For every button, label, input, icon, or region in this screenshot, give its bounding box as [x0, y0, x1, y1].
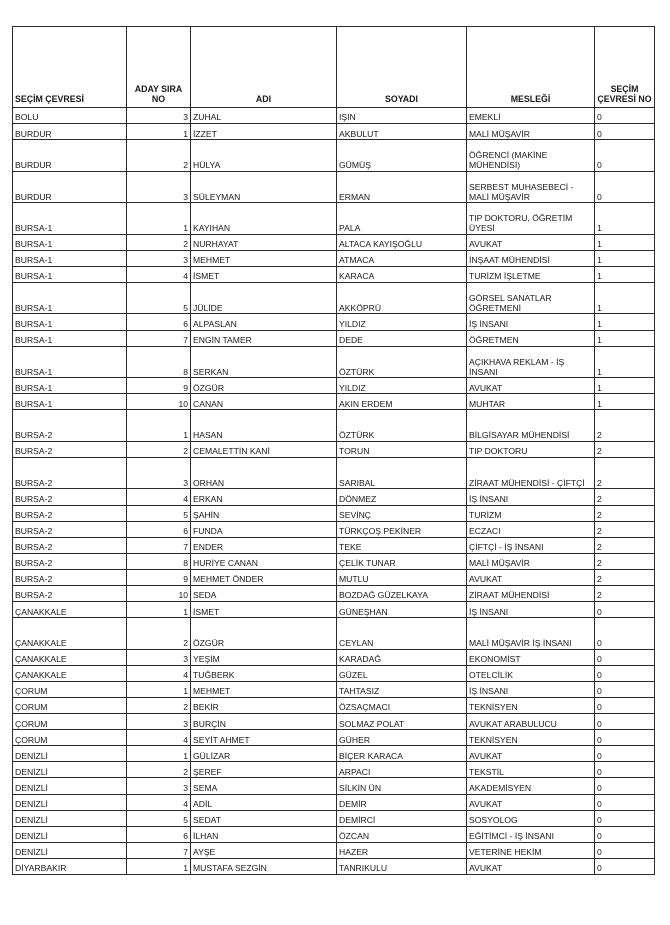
cell-meslegi: AVUKAT [467, 234, 595, 250]
table-row [13, 457, 655, 489]
cell-adi: SEMA [191, 778, 337, 794]
cell-adi: SEYİT AHMET [191, 730, 337, 746]
cell-cevre-no: 1 [595, 250, 655, 266]
cell-secim-cevresi: BURSA-2 [13, 410, 127, 442]
cell-secim-cevresi: DİYARBAKIR [13, 858, 127, 874]
cell-soyadi: DEDE [337, 330, 467, 346]
header-secim-cevresi-no: SEÇİM ÇEVRESİ NO [595, 27, 655, 108]
cell-secim-cevresi: ÇORUM [13, 697, 127, 713]
cell-meslegi: ZİRAAT MÜHENDİSİ - ÇİFTÇİ [467, 457, 595, 489]
cell-meslegi: AÇIKHAVA REKLAM - İŞ İNSANI [467, 346, 595, 378]
cell-secim-cevresi: DENİZLİ [13, 810, 127, 826]
cell-cevre-no: 1 [595, 234, 655, 250]
cell-soyadi: ATMACA [337, 250, 467, 266]
cell-adi: SÜLEYMAN [191, 171, 337, 203]
cell-cevre-no: 1 [595, 203, 655, 235]
cell-sira-no: 4 [127, 266, 191, 282]
cell-soyadi: KARADAĞ [337, 649, 467, 665]
cell-sira-no: 3 [127, 171, 191, 203]
table-row [13, 346, 655, 378]
cell-soyadi: YILDIZ [337, 378, 467, 394]
cell-cevre-no: 2 [595, 505, 655, 521]
cell-soyadi: AKIN ERDEM [337, 394, 467, 410]
cell-soyadi: MUTLU [337, 569, 467, 585]
cell-soyadi: ÖZSAÇMACI [337, 697, 467, 713]
cell-soyadi: GÜMÜŞ [337, 140, 467, 172]
cell-soyadi: AKKÖPRÜ [337, 282, 467, 314]
cell-meslegi: İNŞAAT MÜHENDİSİ [467, 250, 595, 266]
cell-soyadi: IŞIN [337, 108, 467, 124]
header-row [13, 27, 655, 108]
cell-sira-no: 1 [127, 124, 191, 140]
cell-meslegi: OTELCİLİK [467, 665, 595, 681]
cell-adi: AYŞE [191, 842, 337, 858]
cell-cevre-no: 2 [595, 489, 655, 505]
cell-soyadi: HAZER [337, 842, 467, 858]
table-row [13, 314, 655, 330]
cell-adi: SERKAN [191, 346, 337, 378]
cell-soyadi: ERMAN [337, 171, 467, 203]
cell-soyadi: DEMİRCİ [337, 810, 467, 826]
cell-adi: CEMALETTİN KANİ [191, 441, 337, 457]
cell-secim-cevresi: ÇORUM [13, 681, 127, 697]
cell-cevre-no: 1 [595, 314, 655, 330]
table-row [13, 489, 655, 505]
cell-secim-cevresi: ÇORUM [13, 730, 127, 746]
cell-adi: İLHAN [191, 826, 337, 842]
cell-adi: GÜLİZAR [191, 746, 337, 762]
cell-cevre-no: 2 [595, 553, 655, 569]
cell-soyadi: KARACA [337, 266, 467, 282]
cell-adi: NURHAYAT [191, 234, 337, 250]
cell-soyadi: BİÇER KARACA [337, 746, 467, 762]
cell-adi: MEHMET ÖNDER [191, 569, 337, 585]
cell-meslegi: ÖĞRETMEN [467, 330, 595, 346]
cell-cevre-no: 0 [595, 124, 655, 140]
cell-secim-cevresi: BURSA-2 [13, 537, 127, 553]
cell-cevre-no: 0 [595, 649, 655, 665]
cell-sira-no: 9 [127, 569, 191, 585]
table-row [13, 282, 655, 314]
table-row [13, 842, 655, 858]
cell-soyadi: SEVİNÇ [337, 505, 467, 521]
cell-adi: ENGİN TAMER [191, 330, 337, 346]
cell-cevre-no: 0 [595, 842, 655, 858]
table-row [13, 810, 655, 826]
cell-meslegi: İŞ İNSANI [467, 314, 595, 330]
cell-soyadi: TEKE [337, 537, 467, 553]
table-row [13, 714, 655, 730]
cell-soyadi: AKBULUT [337, 124, 467, 140]
cell-adi: ÖZGÜR [191, 618, 337, 650]
cell-adi: ADİL [191, 794, 337, 810]
cell-secim-cevresi: BURSA-1 [13, 266, 127, 282]
cell-cevre-no: 0 [595, 794, 655, 810]
cell-cevre-no: 1 [595, 378, 655, 394]
cell-meslegi: MALİ MÜŞAVİR [467, 553, 595, 569]
table-row [13, 826, 655, 842]
table-row [13, 124, 655, 140]
table-row [13, 858, 655, 874]
cell-cevre-no: 2 [595, 441, 655, 457]
cell-adi: SEDA [191, 586, 337, 602]
cell-sira-no: 7 [127, 330, 191, 346]
table-row [13, 234, 655, 250]
cell-soyadi: SİLKİN ÜN [337, 778, 467, 794]
cell-meslegi: SERBEST MUHASEBECİ - MALİ MÜŞAVİR [467, 171, 595, 203]
cell-meslegi: ÇİFTÇİ - İŞ İNSANI [467, 537, 595, 553]
cell-secim-cevresi: ÇANAKKALE [13, 618, 127, 650]
cell-meslegi: MALİ MÜŞAVİR İŞ İNSANI [467, 618, 595, 650]
cell-meslegi: İŞ İNSANI [467, 489, 595, 505]
cell-sira-no: 6 [127, 314, 191, 330]
cell-cevre-no: 0 [595, 697, 655, 713]
table-row [13, 778, 655, 794]
cell-secim-cevresi: DENİZLİ [13, 778, 127, 794]
cell-soyadi: BOZDAĞ GÜZELKAYA [337, 586, 467, 602]
table-row [13, 730, 655, 746]
cell-adi: ERKAN [191, 489, 337, 505]
cell-cevre-no: 1 [595, 282, 655, 314]
table-row [13, 553, 655, 569]
cell-adi: YEŞİM [191, 649, 337, 665]
cell-meslegi: TURİZM İŞLETME [467, 266, 595, 282]
cell-adi: MEHMET [191, 250, 337, 266]
cell-sira-no: 2 [127, 441, 191, 457]
cell-cevre-no: 0 [595, 681, 655, 697]
cell-cevre-no: 0 [595, 171, 655, 203]
cell-sira-no: 2 [127, 618, 191, 650]
cell-soyadi: DEMİR [337, 794, 467, 810]
cell-sira-no: 1 [127, 746, 191, 762]
cell-sira-no: 1 [127, 410, 191, 442]
cell-meslegi: İŞ İNSANI [467, 602, 595, 618]
cell-meslegi: ECZACI [467, 521, 595, 537]
cell-meslegi: ÖĞRENCİ (MAKİNE MÜHENDİSİ) [467, 140, 595, 172]
cell-secim-cevresi: BURSA-2 [13, 521, 127, 537]
cell-cevre-no: 1 [595, 266, 655, 282]
cell-sira-no: 5 [127, 282, 191, 314]
cell-cevre-no: 0 [595, 618, 655, 650]
cell-sira-no: 7 [127, 842, 191, 858]
cell-sira-no: 2 [127, 234, 191, 250]
table-body [13, 108, 655, 875]
table-row [13, 108, 655, 124]
cell-meslegi: AVUKAT ARABULUCU [467, 714, 595, 730]
header-aday-sira-no: ADAY SIRA NO [127, 27, 191, 108]
cell-secim-cevresi: ÇORUM [13, 714, 127, 730]
cell-soyadi: ARPACI [337, 762, 467, 778]
cell-adi: ŞEREF [191, 762, 337, 778]
cell-cevre-no: 0 [595, 602, 655, 618]
cell-secim-cevresi: BURSA-2 [13, 505, 127, 521]
cell-sira-no: 1 [127, 203, 191, 235]
cell-adi: ZUHAL [191, 108, 337, 124]
cell-meslegi: TEKSTİL [467, 762, 595, 778]
cell-soyadi: SARIBAL [337, 457, 467, 489]
header-soyadi: SOYADI [337, 27, 467, 108]
cell-meslegi: SOSYOLOG [467, 810, 595, 826]
cell-cevre-no: 2 [595, 537, 655, 553]
table-row [13, 586, 655, 602]
cell-meslegi: AVUKAT [467, 746, 595, 762]
cell-soyadi: GÜZEL [337, 665, 467, 681]
cell-sira-no: 1 [127, 602, 191, 618]
cell-cevre-no: 0 [595, 746, 655, 762]
table-row [13, 250, 655, 266]
cell-secim-cevresi: BURSA-2 [13, 569, 127, 585]
cell-sira-no: 3 [127, 778, 191, 794]
cell-cevre-no: 0 [595, 858, 655, 874]
cell-sira-no: 7 [127, 537, 191, 553]
cell-adi: ORHAN [191, 457, 337, 489]
cell-sira-no: 4 [127, 489, 191, 505]
cell-cevre-no: 1 [595, 346, 655, 378]
table-row [13, 140, 655, 172]
table-row [13, 681, 655, 697]
cell-soyadi: PALA [337, 203, 467, 235]
cell-soyadi: DÖNMEZ [337, 489, 467, 505]
cell-adi: ŞAHİN [191, 505, 337, 521]
cell-secim-cevresi: BURSA-1 [13, 394, 127, 410]
cell-secim-cevresi: BURDUR [13, 140, 127, 172]
table-row [13, 394, 655, 410]
table-row [13, 569, 655, 585]
cell-cevre-no: 2 [595, 457, 655, 489]
cell-sira-no: 1 [127, 858, 191, 874]
cell-soyadi: TÜRKÇOŞ PEKİNER [337, 521, 467, 537]
cell-meslegi: TEKNİSYEN [467, 697, 595, 713]
cell-adi: ALPASLAN [191, 314, 337, 330]
cell-secim-cevresi: DENİZLİ [13, 746, 127, 762]
cell-meslegi: TURİZM [467, 505, 595, 521]
cell-soyadi: YILDIZ [337, 314, 467, 330]
cell-adi: HÜLYA [191, 140, 337, 172]
cell-sira-no: 3 [127, 457, 191, 489]
table-row [13, 441, 655, 457]
cell-meslegi: ZİRAAT MÜHENDİSİ [467, 586, 595, 602]
cell-soyadi: SOLMAZ POLAT [337, 714, 467, 730]
cell-secim-cevresi: BURDUR [13, 171, 127, 203]
cell-cevre-no: 2 [595, 410, 655, 442]
table-row [13, 618, 655, 650]
cell-adi: ENDER [191, 537, 337, 553]
cell-soyadi: GÜNEŞHAN [337, 602, 467, 618]
cell-meslegi: VETERİNE HEKİM [467, 842, 595, 858]
cell-sira-no: 8 [127, 553, 191, 569]
cell-meslegi: MUHTAR [467, 394, 595, 410]
cell-secim-cevresi: BURDUR [13, 124, 127, 140]
cell-meslegi: TIP DOKTORU [467, 441, 595, 457]
cell-meslegi: AVUKAT [467, 569, 595, 585]
cell-sira-no: 8 [127, 346, 191, 378]
cell-sira-no: 3 [127, 649, 191, 665]
cell-adi: KAYIHAN [191, 203, 337, 235]
header-meslegi: MESLEĞİ [467, 27, 595, 108]
table-row [13, 697, 655, 713]
cell-soyadi: TAHTASIZ [337, 681, 467, 697]
cell-sira-no: 9 [127, 378, 191, 394]
cell-secim-cevresi: BURSA-2 [13, 489, 127, 505]
cell-meslegi: MALİ MÜŞAVİR [467, 124, 595, 140]
candidate-table [12, 26, 655, 875]
cell-soyadi: ÖZCAN [337, 826, 467, 842]
cell-meslegi: TIP DOKTORU, ÖĞRETİM ÜYESİ [467, 203, 595, 235]
cell-adi: MUSTAFA SEZGİN [191, 858, 337, 874]
cell-cevre-no: 0 [595, 714, 655, 730]
cell-cevre-no: 2 [595, 521, 655, 537]
cell-sira-no: 6 [127, 826, 191, 842]
cell-secim-cevresi: BURSA-1 [13, 378, 127, 394]
cell-sira-no: 5 [127, 810, 191, 826]
table-row [13, 602, 655, 618]
cell-adi: BEKİR [191, 697, 337, 713]
cell-cevre-no: 1 [595, 330, 655, 346]
table-row [13, 378, 655, 394]
candidate-list-document [12, 26, 655, 875]
cell-cevre-no: 0 [595, 762, 655, 778]
cell-secim-cevresi: ÇANAKKALE [13, 649, 127, 665]
table-row [13, 505, 655, 521]
cell-secim-cevresi: BURSA-2 [13, 553, 127, 569]
cell-cevre-no: 0 [595, 810, 655, 826]
table-row [13, 330, 655, 346]
table-row [13, 410, 655, 442]
cell-meslegi: EMEKLİ [467, 108, 595, 124]
cell-sira-no: 5 [127, 505, 191, 521]
table-row [13, 537, 655, 553]
cell-soyadi: GÜHER [337, 730, 467, 746]
cell-adi: FUNDA [191, 521, 337, 537]
cell-meslegi: İŞ İNSANI [467, 681, 595, 697]
cell-sira-no: 4 [127, 665, 191, 681]
cell-sira-no: 3 [127, 250, 191, 266]
cell-sira-no: 2 [127, 762, 191, 778]
cell-sira-no: 4 [127, 730, 191, 746]
cell-meslegi: AKADEMİSYEN [467, 778, 595, 794]
cell-secim-cevresi: DENİZLİ [13, 794, 127, 810]
cell-sira-no: 4 [127, 794, 191, 810]
cell-sira-no: 10 [127, 586, 191, 602]
cell-sira-no: 6 [127, 521, 191, 537]
cell-secim-cevresi: BURSA-1 [13, 346, 127, 378]
table-row [13, 665, 655, 681]
cell-adi: İZZET [191, 124, 337, 140]
cell-sira-no: 2 [127, 697, 191, 713]
table-header [13, 27, 655, 108]
cell-adi: SEDAT [191, 810, 337, 826]
cell-adi: ÖZGÜR [191, 378, 337, 394]
cell-cevre-no: 2 [595, 569, 655, 585]
cell-secim-cevresi: DENİZLİ [13, 762, 127, 778]
cell-meslegi: AVUKAT [467, 378, 595, 394]
cell-sira-no: 2 [127, 140, 191, 172]
cell-cevre-no: 0 [595, 140, 655, 172]
table-row [13, 794, 655, 810]
cell-adi: İSMET [191, 602, 337, 618]
cell-soyadi: CEYLAN [337, 618, 467, 650]
cell-cevre-no: 2 [595, 586, 655, 602]
cell-soyadi: ÖZTÜRK [337, 410, 467, 442]
cell-adi: TUĞBERK [191, 665, 337, 681]
cell-secim-cevresi: BURSA-1 [13, 282, 127, 314]
cell-adi: HURİYE CANAN [191, 553, 337, 569]
cell-cevre-no: 0 [595, 826, 655, 842]
cell-meslegi: EKONOMİST [467, 649, 595, 665]
cell-cevre-no: 0 [595, 778, 655, 794]
cell-secim-cevresi: BURSA-2 [13, 441, 127, 457]
cell-cevre-no: 1 [595, 394, 655, 410]
cell-cevre-no: 0 [595, 730, 655, 746]
header-secim-cevresi: SEÇİM ÇEVRESİ [13, 27, 127, 108]
table-row [13, 171, 655, 203]
cell-soyadi: TANRIKULU [337, 858, 467, 874]
table-row [13, 521, 655, 537]
cell-meslegi: EĞİTİMCİ - İŞ İNSANI [467, 826, 595, 842]
cell-secim-cevresi: BURSA-2 [13, 457, 127, 489]
cell-secim-cevresi: DENİZLİ [13, 842, 127, 858]
cell-sira-no: 3 [127, 714, 191, 730]
cell-meslegi: AVUKAT [467, 794, 595, 810]
cell-adi: JÜLİDE [191, 282, 337, 314]
cell-soyadi: TORUN [337, 441, 467, 457]
cell-secim-cevresi: BURSA-1 [13, 234, 127, 250]
cell-secim-cevresi: ÇANAKKALE [13, 665, 127, 681]
cell-secim-cevresi: BURSA-1 [13, 330, 127, 346]
table-row [13, 746, 655, 762]
cell-meslegi: TEKNİSYEN [467, 730, 595, 746]
cell-sira-no: 10 [127, 394, 191, 410]
cell-secim-cevresi: BURSA-1 [13, 314, 127, 330]
table-row [13, 762, 655, 778]
cell-meslegi: BİLGİSAYAR MÜHENDİSİ [467, 410, 595, 442]
table-row [13, 203, 655, 235]
cell-secim-cevresi: BURSA-1 [13, 250, 127, 266]
cell-cevre-no: 0 [595, 665, 655, 681]
cell-soyadi: ÖZTÜRK [337, 346, 467, 378]
cell-soyadi: ÇELİK TUNAR [337, 553, 467, 569]
cell-adi: İSMET [191, 266, 337, 282]
cell-adi: HASAN [191, 410, 337, 442]
cell-meslegi: AVUKAT [467, 858, 595, 874]
cell-secim-cevresi: BURSA-2 [13, 586, 127, 602]
cell-meslegi: GÖRSEL SANATLAR ÖĞRETMENİ [467, 282, 595, 314]
table-row [13, 266, 655, 282]
cell-secim-cevresi: BOLU [13, 108, 127, 124]
cell-sira-no: 3 [127, 108, 191, 124]
cell-secim-cevresi: BURSA-1 [13, 203, 127, 235]
cell-secim-cevresi: ÇANAKKALE [13, 602, 127, 618]
cell-sira-no: 1 [127, 681, 191, 697]
cell-adi: CANAN [191, 394, 337, 410]
table-row [13, 649, 655, 665]
cell-adi: MEHMET [191, 681, 337, 697]
cell-adi: BURÇİN [191, 714, 337, 730]
header-adi: ADI [191, 27, 337, 108]
cell-secim-cevresi: DENİZLİ [13, 826, 127, 842]
cell-cevre-no: 0 [595, 108, 655, 124]
cell-soyadi: ALTACA KAYIŞOĞLU [337, 234, 467, 250]
